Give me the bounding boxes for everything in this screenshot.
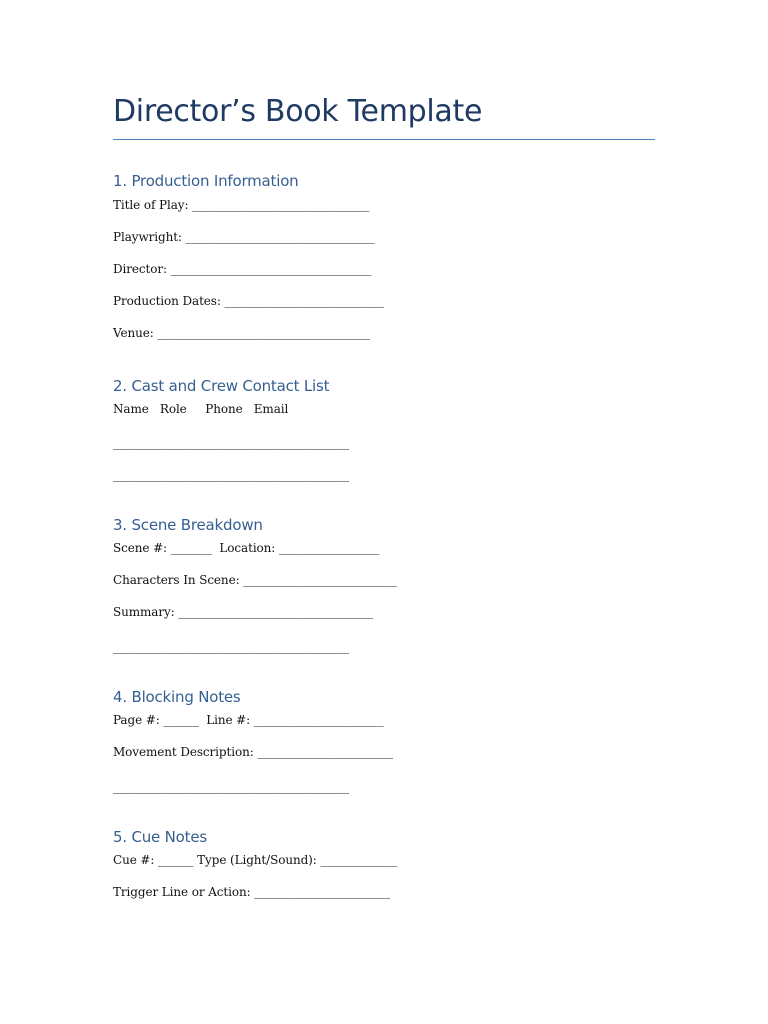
field-playwright: Playwright: ________________________________	[113, 230, 375, 244]
cast-blank-line: ________________________________________	[113, 468, 350, 482]
summary-blank-line: ________________________________________	[113, 640, 350, 654]
section-heading-blocking: 4. Blocking Notes	[113, 688, 241, 706]
section-heading-cue: 5. Cue Notes	[113, 828, 207, 846]
field-cue-type: Cue #: ______ Type (Light/Sound): _____________	[113, 853, 398, 867]
field-movement-description: Movement Description: _______________________	[113, 745, 394, 759]
document-title: Director’s Book Template	[113, 94, 483, 129]
section-heading-production: 1. Production Information	[113, 172, 299, 190]
field-venue: Venue: ____________________________________	[113, 326, 370, 340]
field-characters-in-scene: Characters In Scene: __________________________	[113, 573, 397, 587]
section-heading-cast: 2. Cast and Crew Contact List	[113, 377, 330, 395]
field-scene-location: Scene #: _______ Location: _________________	[113, 541, 380, 555]
field-trigger-line: Trigger Line or Action: _______________________	[113, 885, 390, 899]
field-summary: Summary: _________________________________	[113, 605, 374, 619]
section-heading-scene: 3. Scene Breakdown	[113, 516, 263, 534]
cast-table-header: Name Role Phone Email	[113, 402, 289, 416]
cast-blank-line: ________________________________________	[113, 436, 350, 450]
movement-blank-line: ________________________________________	[113, 780, 350, 794]
field-director: Director: __________________________________	[113, 262, 372, 276]
field-production-dates: Production Dates: ___________________________	[113, 294, 384, 308]
title-divider	[113, 139, 655, 140]
field-page-line: Page #: ______ Line #: ______________________	[113, 713, 384, 727]
field-title-of-play: Title of Play: ______________________________	[113, 198, 370, 212]
